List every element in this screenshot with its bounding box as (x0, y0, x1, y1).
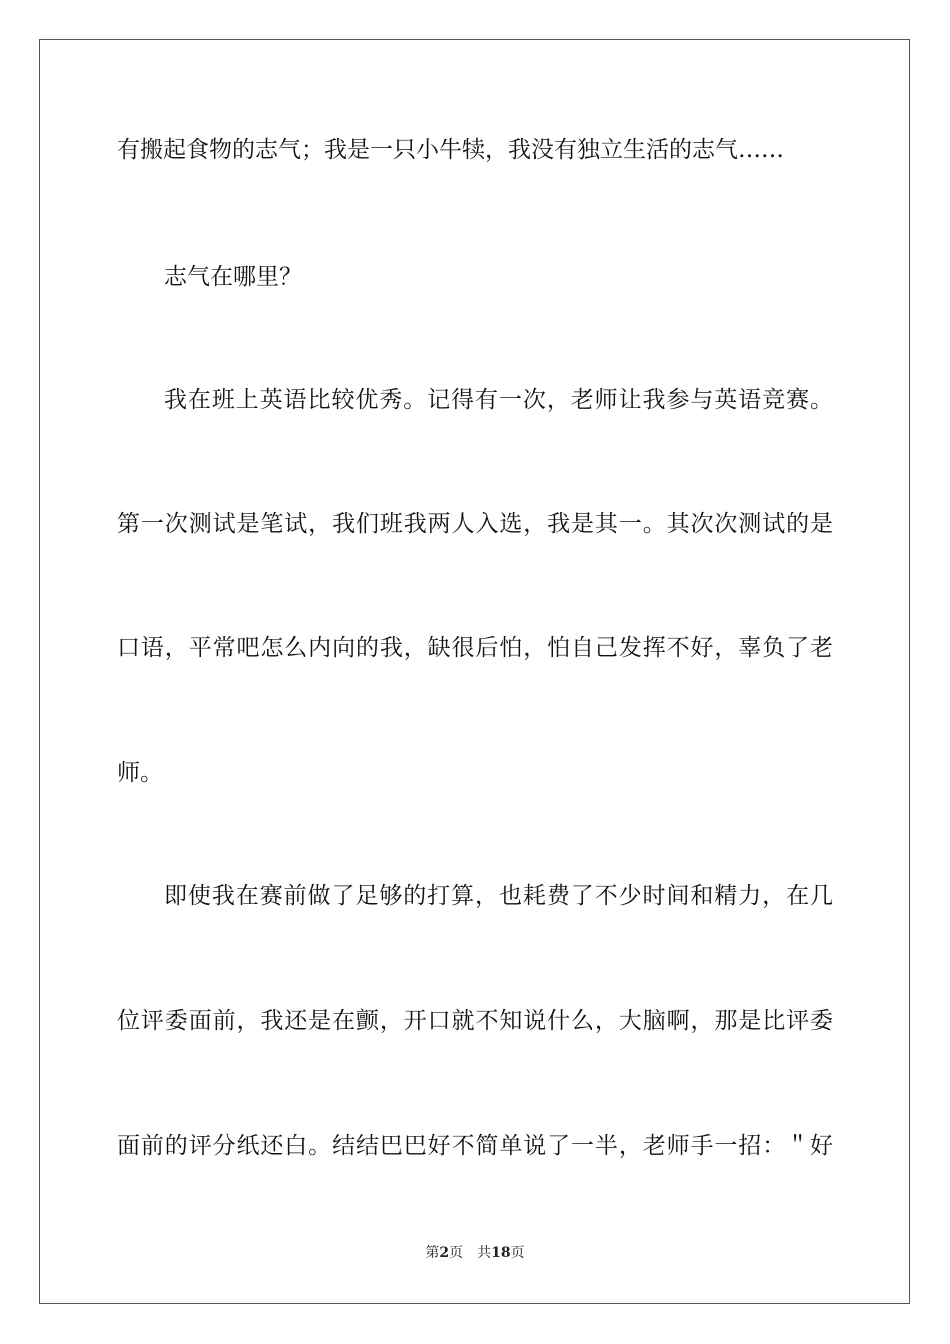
page-footer (0, 1244, 950, 1262)
text-line-3: 我在班上英语比较优秀。记得有一次，老师让我参与英语竞赛。 (164, 387, 833, 413)
text-line-8: 位评委面前，我还是在颤，开口就不知说什么，大脑啊，那是比评委 (117, 1008, 833, 1034)
text-line-4: 第一次测试是笔试，我们班我两人入选，我是其一。其次次测试的是 (117, 511, 833, 537)
text-line-5: 口语，平常吧怎么内向的我，缺很后怕，怕自己发挥不好，辜负了老 (117, 635, 833, 661)
footer-page-prefix: 第 (425, 1245, 440, 1261)
footer-total-suffix: 页 (510, 1245, 525, 1261)
text-line-6: 师。 (117, 760, 163, 786)
text-line-1: 有搬起食物的志气；我是一只小牛犊，我没有独立生活的志气…… (117, 137, 784, 163)
page-border (39, 39, 910, 1304)
text-line-7: 即使我在赛前做了足够的打算，也耗费了不少时间和精力，在几 (164, 883, 833, 909)
footer-total-prefix: 共 (477, 1245, 492, 1261)
footer-page-number: 2 (439, 1245, 450, 1261)
footer-total-number: 18 (491, 1245, 511, 1261)
text-line-9: 面前的评分纸还白。结结巴巴好不简单说了一半，老师手一招：＂好 (117, 1133, 833, 1159)
text-line-2: 志气在哪里？ (164, 264, 302, 290)
footer-page-suffix: 页 (449, 1245, 464, 1261)
